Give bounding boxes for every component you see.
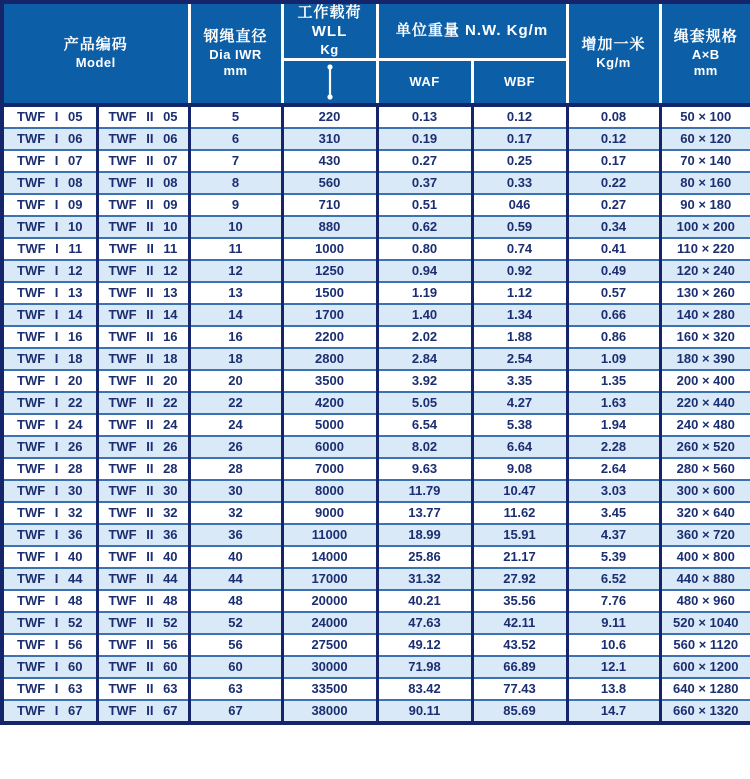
cell-model-i: TWF I 28 — [2, 458, 97, 480]
cell-diameter: 22 — [189, 392, 282, 414]
cell-diameter: 9 — [189, 194, 282, 216]
cell-model-ii: TWF II 67 — [97, 700, 189, 723]
cell-spec: 110 × 220 — [660, 238, 750, 260]
cell-diameter: 20 — [189, 370, 282, 392]
cell-model-i: TWF I 30 — [2, 480, 97, 502]
cell-wbf: 66.89 — [472, 656, 567, 678]
cell-add-per-meter: 2.64 — [567, 458, 660, 480]
cell-diameter: 16 — [189, 326, 282, 348]
cell-model-i: TWF I 08 — [2, 172, 97, 194]
header-unit-weight — [377, 2, 567, 59]
cell-add-per-meter: 0.12 — [567, 128, 660, 150]
cell-add-per-meter: 14.7 — [567, 700, 660, 723]
table-row — [2, 590, 750, 612]
cell-waf: 3.92 — [377, 370, 472, 392]
cell-diameter: 11 — [189, 238, 282, 260]
cell-add-per-meter: 7.76 — [567, 590, 660, 612]
cell-add-per-meter: 10.6 — [567, 634, 660, 656]
header-model — [2, 2, 189, 105]
cell-waf: 1.19 — [377, 282, 472, 304]
cell-wll: 220 — [282, 105, 377, 128]
cell-diameter: 48 — [189, 590, 282, 612]
cell-wbf: 15.91 — [472, 524, 567, 546]
cell-wll: 33500 — [282, 678, 377, 700]
cell-waf: 9.63 — [377, 458, 472, 480]
table-row — [2, 436, 750, 458]
header-diameter-zh: 钢绳直径 — [203, 27, 268, 45]
table-row — [2, 304, 750, 326]
cell-waf: 6.54 — [377, 414, 472, 436]
cell-model-ii: TWF II 22 — [97, 392, 189, 414]
cell-wll: 1700 — [282, 304, 377, 326]
cell-add-per-meter: 13.8 — [567, 678, 660, 700]
cell-diameter: 44 — [189, 568, 282, 590]
cell-model-ii: TWF II 09 — [97, 194, 189, 216]
cell-model-ii: TWF II 52 — [97, 612, 189, 634]
header-per-meter-zh: 增加一米 — [581, 35, 646, 53]
cell-wll: 17000 — [282, 568, 377, 590]
cell-wbf: 6.64 — [472, 436, 567, 458]
table-row — [2, 348, 750, 370]
cell-model-i: TWF I 63 — [2, 678, 97, 700]
header-spec-zh: 绳套规格 — [673, 27, 738, 45]
cell-waf: 2.02 — [377, 326, 472, 348]
cell-diameter: 14 — [189, 304, 282, 326]
cell-model-ii: TWF II 44 — [97, 568, 189, 590]
cell-wbf: 0.12 — [472, 105, 567, 128]
cell-wbf: 0.17 — [472, 128, 567, 150]
cell-spec: 120 × 240 — [660, 260, 750, 282]
cell-diameter: 18 — [189, 348, 282, 370]
cell-wll: 310 — [282, 128, 377, 150]
cell-model-ii: TWF II 07 — [97, 150, 189, 172]
cell-diameter: 26 — [189, 436, 282, 458]
vertical-sling-icon — [325, 63, 335, 101]
cell-add-per-meter: 2.28 — [567, 436, 660, 458]
cell-waf: 90.11 — [377, 700, 472, 723]
header-unit-weight-zh: 单位重量 N.W. Kg/m — [395, 21, 549, 39]
cell-diameter: 13 — [189, 282, 282, 304]
table-row — [2, 458, 750, 480]
cell-wll: 14000 — [282, 546, 377, 568]
cell-add-per-meter: 4.37 — [567, 524, 660, 546]
cell-model-i: TWF I 13 — [2, 282, 97, 304]
cell-wbf: 5.38 — [472, 414, 567, 436]
cell-wbf: 85.69 — [472, 700, 567, 723]
cell-model-i: TWF I 18 — [2, 348, 97, 370]
cell-add-per-meter: 5.39 — [567, 546, 660, 568]
cell-waf: 5.05 — [377, 392, 472, 414]
cell-wbf: 42.11 — [472, 612, 567, 634]
cell-wll: 8000 — [282, 480, 377, 502]
cell-spec: 60 × 120 — [660, 128, 750, 150]
table-row — [2, 502, 750, 524]
cell-waf: 0.27 — [377, 150, 472, 172]
cell-wbf: 10.47 — [472, 480, 567, 502]
cell-model-ii: TWF II 20 — [97, 370, 189, 392]
header-diameter — [189, 2, 282, 105]
cell-add-per-meter: 1.94 — [567, 414, 660, 436]
cell-spec: 400 × 800 — [660, 546, 750, 568]
cell-spec: 440 × 880 — [660, 568, 750, 590]
cell-wbf: 1.12 — [472, 282, 567, 304]
table-row — [2, 128, 750, 150]
header-spec — [660, 2, 750, 105]
table-row — [2, 150, 750, 172]
cell-wll: 560 — [282, 172, 377, 194]
cell-model-i: TWF I 10 — [2, 216, 97, 238]
cell-waf: 2.84 — [377, 348, 472, 370]
cell-diameter: 30 — [189, 480, 282, 502]
cell-waf: 0.51 — [377, 194, 472, 216]
cell-spec: 360 × 720 — [660, 524, 750, 546]
cell-model-ii: TWF II 12 — [97, 260, 189, 282]
cell-wll: 4200 — [282, 392, 377, 414]
cell-waf: 25.86 — [377, 546, 472, 568]
cell-wll: 9000 — [282, 502, 377, 524]
header-wll-sling-cell — [282, 59, 377, 105]
table-row — [2, 612, 750, 634]
cell-model-i: TWF I 32 — [2, 502, 97, 524]
header-spec-unit: mm — [693, 62, 718, 78]
cell-waf: 0.13 — [377, 105, 472, 128]
cell-diameter: 28 — [189, 458, 282, 480]
header-per-meter — [567, 2, 660, 105]
cell-diameter: 52 — [189, 612, 282, 634]
table-row — [2, 678, 750, 700]
cell-diameter: 67 — [189, 700, 282, 723]
table-row — [2, 260, 750, 282]
cell-wll: 710 — [282, 194, 377, 216]
header-per-meter-unit: Kg/m — [596, 54, 631, 70]
cell-waf: 83.42 — [377, 678, 472, 700]
cell-add-per-meter: 0.49 — [567, 260, 660, 282]
table-row — [2, 634, 750, 656]
cell-model-i: TWF I 36 — [2, 524, 97, 546]
header-diameter-unit: mm — [223, 62, 248, 78]
cell-model-i: TWF I 06 — [2, 128, 97, 150]
cell-spec: 90 × 180 — [660, 194, 750, 216]
header-wbf: WBF — [472, 59, 567, 105]
cell-waf: 13.77 — [377, 502, 472, 524]
cell-add-per-meter: 0.08 — [567, 105, 660, 128]
cell-model-i: TWF I 09 — [2, 194, 97, 216]
cell-wll: 30000 — [282, 656, 377, 678]
cell-wll: 27500 — [282, 634, 377, 656]
cell-wbf: 1.34 — [472, 304, 567, 326]
cell-diameter: 56 — [189, 634, 282, 656]
cell-model-ii: TWF II 48 — [97, 590, 189, 612]
cell-add-per-meter: 0.34 — [567, 216, 660, 238]
cell-wbf: 35.56 — [472, 590, 567, 612]
table-row — [2, 238, 750, 260]
cell-wbf: 2.54 — [472, 348, 567, 370]
cell-spec: 600 × 1200 — [660, 656, 750, 678]
cell-wbf: 4.27 — [472, 392, 567, 414]
cell-model-ii: TWF II 10 — [97, 216, 189, 238]
cell-add-per-meter: 1.35 — [567, 370, 660, 392]
table-row — [2, 546, 750, 568]
cell-model-i: TWF I 60 — [2, 656, 97, 678]
cell-spec: 50 × 100 — [660, 105, 750, 128]
cell-wbf: 21.17 — [472, 546, 567, 568]
cell-add-per-meter: 6.52 — [567, 568, 660, 590]
header-model-en: Model — [75, 54, 116, 70]
cell-model-i: TWF I 52 — [2, 612, 97, 634]
cell-waf: 11.79 — [377, 480, 472, 502]
cell-wll: 6000 — [282, 436, 377, 458]
table-header — [2, 2, 750, 105]
cell-wbf: 43.52 — [472, 634, 567, 656]
cell-waf: 0.62 — [377, 216, 472, 238]
header-spec-ab: A×B — [691, 46, 720, 62]
cell-wll: 1500 — [282, 282, 377, 304]
cell-waf: 8.02 — [377, 436, 472, 458]
cell-add-per-meter: 0.41 — [567, 238, 660, 260]
cell-model-i: TWF I 12 — [2, 260, 97, 282]
cell-add-per-meter: 3.45 — [567, 502, 660, 524]
cell-model-i: TWF I 14 — [2, 304, 97, 326]
cell-add-per-meter: 0.27 — [567, 194, 660, 216]
cell-waf: 40.21 — [377, 590, 472, 612]
cell-model-i: TWF I 48 — [2, 590, 97, 612]
cell-model-ii: TWF II 24 — [97, 414, 189, 436]
cell-spec: 200 × 400 — [660, 370, 750, 392]
cell-wbf: 1.88 — [472, 326, 567, 348]
cell-model-ii: TWF II 14 — [97, 304, 189, 326]
table-row — [2, 194, 750, 216]
cell-wbf: 11.62 — [472, 502, 567, 524]
cell-diameter: 63 — [189, 678, 282, 700]
cell-spec: 80 × 160 — [660, 172, 750, 194]
cell-model-i: TWF I 20 — [2, 370, 97, 392]
cell-add-per-meter: 3.03 — [567, 480, 660, 502]
cell-wbf: 0.74 — [472, 238, 567, 260]
cell-diameter: 5 — [189, 105, 282, 128]
cell-model-ii: TWF II 08 — [97, 172, 189, 194]
cell-spec: 240 × 480 — [660, 414, 750, 436]
cell-wll: 3500 — [282, 370, 377, 392]
cell-wll: 2800 — [282, 348, 377, 370]
table-row — [2, 370, 750, 392]
table-row — [2, 480, 750, 502]
cell-spec: 640 × 1280 — [660, 678, 750, 700]
cell-wll: 880 — [282, 216, 377, 238]
cell-waf: 0.37 — [377, 172, 472, 194]
cell-model-i: TWF I 05 — [2, 105, 97, 128]
table-row — [2, 524, 750, 546]
cell-model-ii: TWF II 28 — [97, 458, 189, 480]
cell-model-ii: TWF II 36 — [97, 524, 189, 546]
cell-model-ii: TWF II 13 — [97, 282, 189, 304]
cell-model-i: TWF I 56 — [2, 634, 97, 656]
cell-diameter: 12 — [189, 260, 282, 282]
cell-spec: 520 × 1040 — [660, 612, 750, 634]
cell-wbf: 0.25 — [472, 150, 567, 172]
cell-wll: 7000 — [282, 458, 377, 480]
cell-add-per-meter: 0.17 — [567, 150, 660, 172]
cell-waf: 0.94 — [377, 260, 472, 282]
cell-waf: 1.40 — [377, 304, 472, 326]
cell-model-i: TWF I 22 — [2, 392, 97, 414]
cell-spec: 280 × 560 — [660, 458, 750, 480]
cell-wll: 11000 — [282, 524, 377, 546]
table-row — [2, 282, 750, 304]
cell-add-per-meter: 12.1 — [567, 656, 660, 678]
cell-model-i: TWF I 16 — [2, 326, 97, 348]
cell-wbf: 046 — [472, 194, 567, 216]
cell-spec: 480 × 960 — [660, 590, 750, 612]
cell-waf: 0.19 — [377, 128, 472, 150]
cell-model-ii: TWF II 06 — [97, 128, 189, 150]
cell-wll: 1250 — [282, 260, 377, 282]
cell-model-i: TWF I 44 — [2, 568, 97, 590]
cell-diameter: 60 — [189, 656, 282, 678]
cell-wll: 2200 — [282, 326, 377, 348]
cell-model-i: TWF I 07 — [2, 150, 97, 172]
cell-diameter: 10 — [189, 216, 282, 238]
cell-waf: 0.80 — [377, 238, 472, 260]
cell-wll: 38000 — [282, 700, 377, 723]
cell-model-i: TWF I 26 — [2, 436, 97, 458]
cell-add-per-meter: 1.09 — [567, 348, 660, 370]
table-row — [2, 414, 750, 436]
cell-waf: 18.99 — [377, 524, 472, 546]
cell-spec: 320 × 640 — [660, 502, 750, 524]
cell-wll: 24000 — [282, 612, 377, 634]
cell-diameter: 40 — [189, 546, 282, 568]
cell-wbf: 77.43 — [472, 678, 567, 700]
cell-model-ii: TWF II 11 — [97, 238, 189, 260]
cell-model-ii: TWF II 60 — [97, 656, 189, 678]
cell-wbf: 0.33 — [472, 172, 567, 194]
cell-model-ii: TWF II 32 — [97, 502, 189, 524]
cell-wll: 430 — [282, 150, 377, 172]
cell-add-per-meter: 0.86 — [567, 326, 660, 348]
cell-model-ii: TWF II 30 — [97, 480, 189, 502]
cell-model-ii: TWF II 56 — [97, 634, 189, 656]
header-diameter-en: Dia IWR — [209, 46, 262, 62]
cell-spec: 260 × 520 — [660, 436, 750, 458]
cell-spec: 300 × 600 — [660, 480, 750, 502]
cell-model-ii: TWF II 40 — [97, 546, 189, 568]
cell-diameter: 8 — [189, 172, 282, 194]
cell-diameter: 24 — [189, 414, 282, 436]
cell-spec: 130 × 260 — [660, 282, 750, 304]
cell-wbf: 27.92 — [472, 568, 567, 590]
table-row — [2, 172, 750, 194]
cell-wbf: 3.35 — [472, 370, 567, 392]
cell-model-ii: TWF II 05 — [97, 105, 189, 128]
cell-wll: 5000 — [282, 414, 377, 436]
cell-spec: 140 × 280 — [660, 304, 750, 326]
cell-wbf: 9.08 — [472, 458, 567, 480]
cell-add-per-meter: 1.63 — [567, 392, 660, 414]
table-row — [2, 326, 750, 348]
header-wll-zh: 工作载荷 WLL — [297, 4, 362, 40]
table-row — [2, 568, 750, 590]
cell-spec: 160 × 320 — [660, 326, 750, 348]
cell-spec: 180 × 390 — [660, 348, 750, 370]
header-waf: WAF — [377, 59, 472, 105]
cell-waf: 71.98 — [377, 656, 472, 678]
cell-spec: 560 × 1120 — [660, 634, 750, 656]
cell-model-ii: TWF II 63 — [97, 678, 189, 700]
cell-waf: 31.32 — [377, 568, 472, 590]
cell-spec: 100 × 200 — [660, 216, 750, 238]
header-model-zh: 产品编码 — [63, 35, 128, 53]
cell-diameter: 36 — [189, 524, 282, 546]
cell-model-i: TWF I 11 — [2, 238, 97, 260]
cell-spec: 220 × 440 — [660, 392, 750, 414]
cell-diameter: 32 — [189, 502, 282, 524]
table-row — [2, 392, 750, 414]
cell-add-per-meter: 0.22 — [567, 172, 660, 194]
cell-wll: 1000 — [282, 238, 377, 260]
cell-waf: 47.63 — [377, 612, 472, 634]
cell-add-per-meter: 0.57 — [567, 282, 660, 304]
cell-model-i: TWF I 24 — [2, 414, 97, 436]
cell-waf: 49.12 — [377, 634, 472, 656]
cell-spec: 70 × 140 — [660, 150, 750, 172]
cell-model-ii: TWF II 16 — [97, 326, 189, 348]
table-row — [2, 700, 750, 723]
cell-wbf: 0.92 — [472, 260, 567, 282]
cell-add-per-meter: 9.11 — [567, 612, 660, 634]
cell-spec: 660 × 1320 — [660, 700, 750, 723]
cell-model-i: TWF I 67 — [2, 700, 97, 723]
header-wll — [282, 2, 377, 59]
cell-diameter: 6 — [189, 128, 282, 150]
table-row — [2, 216, 750, 238]
table-body — [2, 105, 750, 723]
table-row — [2, 656, 750, 678]
cell-wll: 20000 — [282, 590, 377, 612]
cell-diameter: 7 — [189, 150, 282, 172]
header-wll-unit: Kg — [320, 41, 339, 57]
cell-add-per-meter: 0.66 — [567, 304, 660, 326]
cell-wbf: 0.59 — [472, 216, 567, 238]
cell-model-ii: TWF II 26 — [97, 436, 189, 458]
cell-model-ii: TWF II 18 — [97, 348, 189, 370]
cell-model-i: TWF I 40 — [2, 546, 97, 568]
table-row — [2, 105, 750, 128]
